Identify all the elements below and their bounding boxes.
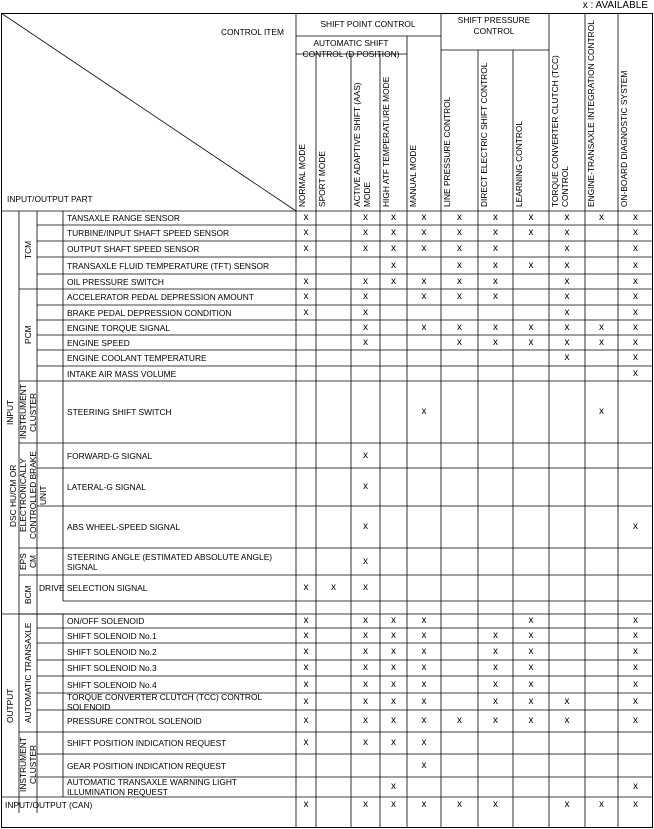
row-label: TURBINE/INPUT SHAFT SPEED SENSOR [67, 228, 230, 238]
mark-available: x [303, 243, 309, 254]
column-header: TORQUE CONVERTER CLUTCH (TCC) CONTROL [550, 55, 570, 207]
mark-available: x [391, 629, 396, 641]
mark-available: x [564, 227, 570, 238]
mark-available: x [363, 555, 368, 567]
mark-available: x [633, 695, 638, 707]
row-label: FORWARD-G SIGNAL [67, 450, 153, 461]
mark-available: x [528, 259, 534, 271]
row-label: SHIFT SOLENOID No.4 [67, 679, 157, 690]
mark-available: x [457, 259, 462, 271]
mark-available: x [363, 695, 368, 707]
mark-available: x [363, 799, 368, 810]
mark-available: x [528, 336, 534, 348]
mark-available: x [421, 615, 427, 626]
mark-available: x [528, 695, 534, 707]
mark-available: x [633, 715, 638, 726]
mark-available: x [391, 781, 396, 792]
row-label: ON/OFF SOLENOID [67, 616, 145, 626]
group-label: INSTRUMENT CLUSTER [18, 384, 38, 440]
row-label: BRAKE PEDAL DEPRESSION CONDITION [67, 307, 232, 318]
mark-available: x [391, 695, 396, 707]
mark-available: x [564, 259, 570, 271]
mark-available: x [391, 615, 396, 626]
mark-available: x [528, 662, 534, 673]
mark-available: x [363, 582, 368, 593]
mark-available: x [633, 521, 638, 532]
mark-available: x [363, 449, 368, 461]
mark-available: x [363, 737, 368, 748]
group-label: AUTOMATIC TRANSAXLE [23, 622, 33, 724]
group-label: TCM [23, 240, 33, 260]
control-item-header: CONTROL ITEM [221, 27, 284, 37]
mark-available: x [493, 227, 498, 238]
column-header: DIRECT ELECTRIC SHIFT CONTROL [479, 62, 489, 207]
column-header: HIGH ATF TEMPERATURE MODE [381, 76, 391, 207]
mark-available: x [421, 321, 427, 333]
mark-available: x [363, 291, 368, 302]
mark-available: x [633, 662, 638, 673]
mark-available: x [633, 615, 638, 626]
mark-available: x [493, 321, 498, 333]
mark-available: x [528, 645, 534, 657]
mark-available: x [564, 321, 570, 333]
mark-available: x [391, 645, 396, 657]
mark-available: x [457, 715, 462, 726]
mark-available: x [331, 582, 336, 593]
row-label: SHIFT SOLENOID No.2 [67, 646, 157, 657]
mark-available: x [493, 645, 498, 657]
mark-available: x [363, 227, 368, 238]
mark-available: x [457, 336, 462, 348]
row-label: SHIFT SOLENOID No.1 [67, 630, 157, 641]
mark-available: x [363, 306, 368, 318]
mark-available: x [303, 662, 309, 673]
mark-available: x [363, 615, 368, 626]
mark-available: x [421, 291, 427, 302]
mark-available: x [303, 275, 309, 287]
shift-point-control-header: SHIFT POINT CONTROL [320, 19, 416, 29]
group-label: PCM [23, 325, 33, 345]
mark-available: x [391, 737, 396, 748]
mark-available: x [528, 715, 534, 726]
mark-available: x [457, 243, 462, 254]
mark-available: x [363, 715, 368, 726]
mark-available: x [493, 799, 498, 810]
mark-available: x [421, 678, 427, 690]
mark-available: x [633, 212, 638, 223]
mark-available: x [633, 227, 638, 238]
mark-available: x [457, 275, 462, 287]
mark-available: x [633, 645, 638, 657]
row-label: ACCELERATOR PEDAL DEPRESSION AMOUNT [67, 292, 254, 302]
row-label: LATERAL-G SIGNAL [67, 482, 146, 492]
mark-available: x [493, 243, 498, 254]
mark-available: x [528, 227, 534, 238]
mark-available: x [457, 212, 462, 223]
column-header: LINE PRESSURE CONTROL [442, 96, 452, 207]
mark-available: x [303, 227, 309, 238]
header-diagonal [1, 13, 296, 211]
group-label: EPS CM [18, 553, 38, 570]
mark-available: x [363, 243, 368, 254]
mark-available: x [633, 352, 638, 363]
mark-available: x [391, 243, 396, 254]
mark-available: x [363, 629, 368, 641]
mark-available: x [421, 799, 427, 810]
mark-available: x [528, 678, 534, 690]
mark-available: x [493, 275, 498, 287]
mark-available: x [391, 212, 396, 223]
mark-available: x [528, 212, 534, 223]
column-header: LEARNING CONTROL [514, 120, 524, 207]
row-label: GEAR POSITION INDICATION REQUEST [67, 760, 226, 771]
mark-available: x [363, 662, 368, 673]
column-header: ON-BOARD DIAGNOSTIC SYSTEM [619, 70, 629, 207]
row-label: SHIFT SOLENOID No.3 [67, 663, 157, 673]
mark-available: x [564, 243, 570, 254]
row-label: STEERING SHIFT SWITCH [67, 407, 172, 417]
row-label: SHIFT POSITION INDICATION REQUEST [67, 738, 227, 748]
mark-available: x [599, 321, 604, 333]
mark-available: x [493, 212, 498, 223]
column-header: ENGINE-TRANSAXLE INTEGRATION CONTROL [586, 20, 596, 207]
row-label: TANSAXLE RANGE SENSOR [67, 213, 180, 223]
mark-available: x [633, 336, 638, 348]
group-label: DSC HU/CM OR ELECTRONICALLY CONTROLLED BRAKE UNIT [8, 451, 48, 540]
row-label: TORQUE CONVERTER CLUTCH (TCC) CONTROL SOLENOID [67, 691, 262, 712]
column-header: NORMAL MODE [297, 144, 307, 207]
mark-available: x [633, 275, 638, 287]
mark-available: x [528, 321, 534, 333]
row-label: ENGINE COOLANT TEMPERATURE [67, 353, 207, 363]
mark-available: x [599, 336, 604, 348]
mark-available: x [303, 291, 309, 302]
mark-available: x [363, 336, 368, 348]
mark-available: x [633, 781, 638, 792]
automatic-shift-control-header: AUTOMATIC SHIFT CONTROL (D POSITION) [302, 38, 400, 59]
mark-available: x [633, 678, 638, 690]
mark-available: x [633, 259, 638, 271]
mark-available: x [421, 759, 427, 771]
input-output-part-header: INPUT/OUTPUT PART [7, 194, 93, 204]
mark-available: x [391, 678, 396, 690]
row-label: AUTOMATIC TRANSAXLE WARNING LIGHT ILLUMINATION REQUEST [67, 777, 237, 797]
mark-available: x [493, 678, 498, 690]
mark-available: x [363, 645, 368, 657]
mark-available: x [421, 212, 427, 223]
row-label: PRESSURE CONTROL SOLENOID [67, 716, 202, 726]
mark-available: x [391, 799, 396, 810]
mark-available: x [528, 629, 534, 641]
mark-available: x [391, 662, 396, 673]
mark-available: x [391, 715, 396, 726]
mark-available: x [564, 291, 570, 302]
mark-available: x [421, 662, 427, 673]
mark-available: x [633, 367, 638, 379]
mark-available: x [633, 291, 638, 302]
group-label: INSTRUMENT CLUSTER [18, 737, 38, 792]
mark-available: x [421, 695, 427, 707]
mark-available: x [564, 212, 570, 223]
mark-available: x [564, 715, 570, 726]
mark-available: x [363, 481, 368, 492]
mark-available: x [493, 336, 498, 348]
mark-available: x [633, 799, 638, 810]
row-label: DRIVE SELECTION SIGNAL [39, 583, 148, 593]
category-label: INPUT [5, 399, 15, 426]
mark-available: x [421, 715, 427, 726]
mark-available: x [564, 799, 570, 810]
mark-available: x [421, 629, 427, 641]
mark-available: x [633, 629, 638, 641]
mark-available: x [564, 275, 570, 287]
mark-available: x [303, 678, 309, 690]
mark-available: x [493, 695, 498, 707]
mark-available: x [421, 737, 427, 748]
can-row-label: INPUT/OUTPUT (CAN) [5, 800, 93, 810]
group-label: BCM [23, 585, 33, 604]
mark-available: x [599, 212, 604, 223]
mark-available: x [493, 629, 498, 641]
mark-available: x [363, 321, 368, 333]
column-header: SPORT MODE [317, 151, 327, 207]
mark-available: x [391, 259, 396, 271]
row-label: OUTPUT SHAFT SPEED SENSOR [67, 244, 200, 254]
mark-available: x [493, 259, 498, 271]
mark-available: x [363, 212, 368, 223]
mark-available: x [633, 306, 638, 318]
category-label: OUTPUT [5, 688, 15, 723]
mark-available: x [564, 336, 570, 348]
mark-available: x [528, 615, 534, 626]
mark-available: x [421, 406, 427, 417]
mark-available: x [303, 799, 309, 810]
mark-available: x [363, 275, 368, 287]
mark-available: x [493, 715, 498, 726]
mark-available: x [457, 227, 462, 238]
row-label: ABS WHEEL-SPEED SIGNAL [67, 522, 181, 532]
mark-available: x [421, 275, 427, 287]
mark-available: x [303, 306, 309, 318]
mark-available: x [363, 678, 368, 690]
mark-available: x [493, 662, 498, 673]
mark-available: x [421, 243, 427, 254]
row-label: OIL PRESSURE SWITCH [67, 276, 164, 287]
column-header: MANUAL MODE [408, 144, 418, 207]
mark-available: x [493, 291, 498, 302]
mark-available: x [303, 695, 309, 707]
row-label: ENGINE TORQUE SIGNAL [67, 322, 171, 333]
mark-available: x [421, 645, 427, 657]
mark-available: x [303, 737, 309, 748]
legend: x : AVAILABLE [582, 0, 648, 11]
row-label: ENGINE SPEED [67, 337, 130, 348]
mark-available: x [421, 227, 427, 238]
mark-available: x [599, 799, 604, 810]
mark-available: x [391, 227, 396, 238]
mark-available: x [599, 406, 604, 417]
mark-available: x [564, 352, 570, 363]
mark-available: x [564, 695, 570, 707]
mark-available: x [303, 715, 309, 726]
mark-available: x [391, 275, 396, 287]
row-label: STEERING ANGLE (ESTIMATED ABSOLUTE ANGLE) SIGNAL [67, 551, 273, 572]
mark-available: x [633, 321, 638, 333]
mark-available: x [303, 582, 309, 593]
mark-available: x [457, 291, 462, 302]
row-label: TRANSAXLE FLUID TEMPERATURE (TFT) SENSOR [67, 260, 270, 271]
row-label: INTAKE AIR MASS VOLUME [67, 368, 177, 379]
control-table [1, 13, 653, 828]
mark-available: x [457, 799, 462, 810]
mark-available: x [564, 306, 570, 318]
shift-pressure-control-header: SHIFT PRESSURE CONTROL [457, 15, 531, 36]
column-header: ACTIVE ADAPTIVE SHIFT (AAS) MODE [352, 82, 372, 207]
mark-available: x [363, 521, 368, 532]
mark-available: x [633, 243, 638, 254]
mark-available: x [303, 645, 309, 657]
mark-available: x [303, 629, 309, 641]
mark-available: x [303, 212, 309, 223]
mark-available: x [303, 615, 309, 626]
mark-available: x [457, 321, 462, 333]
